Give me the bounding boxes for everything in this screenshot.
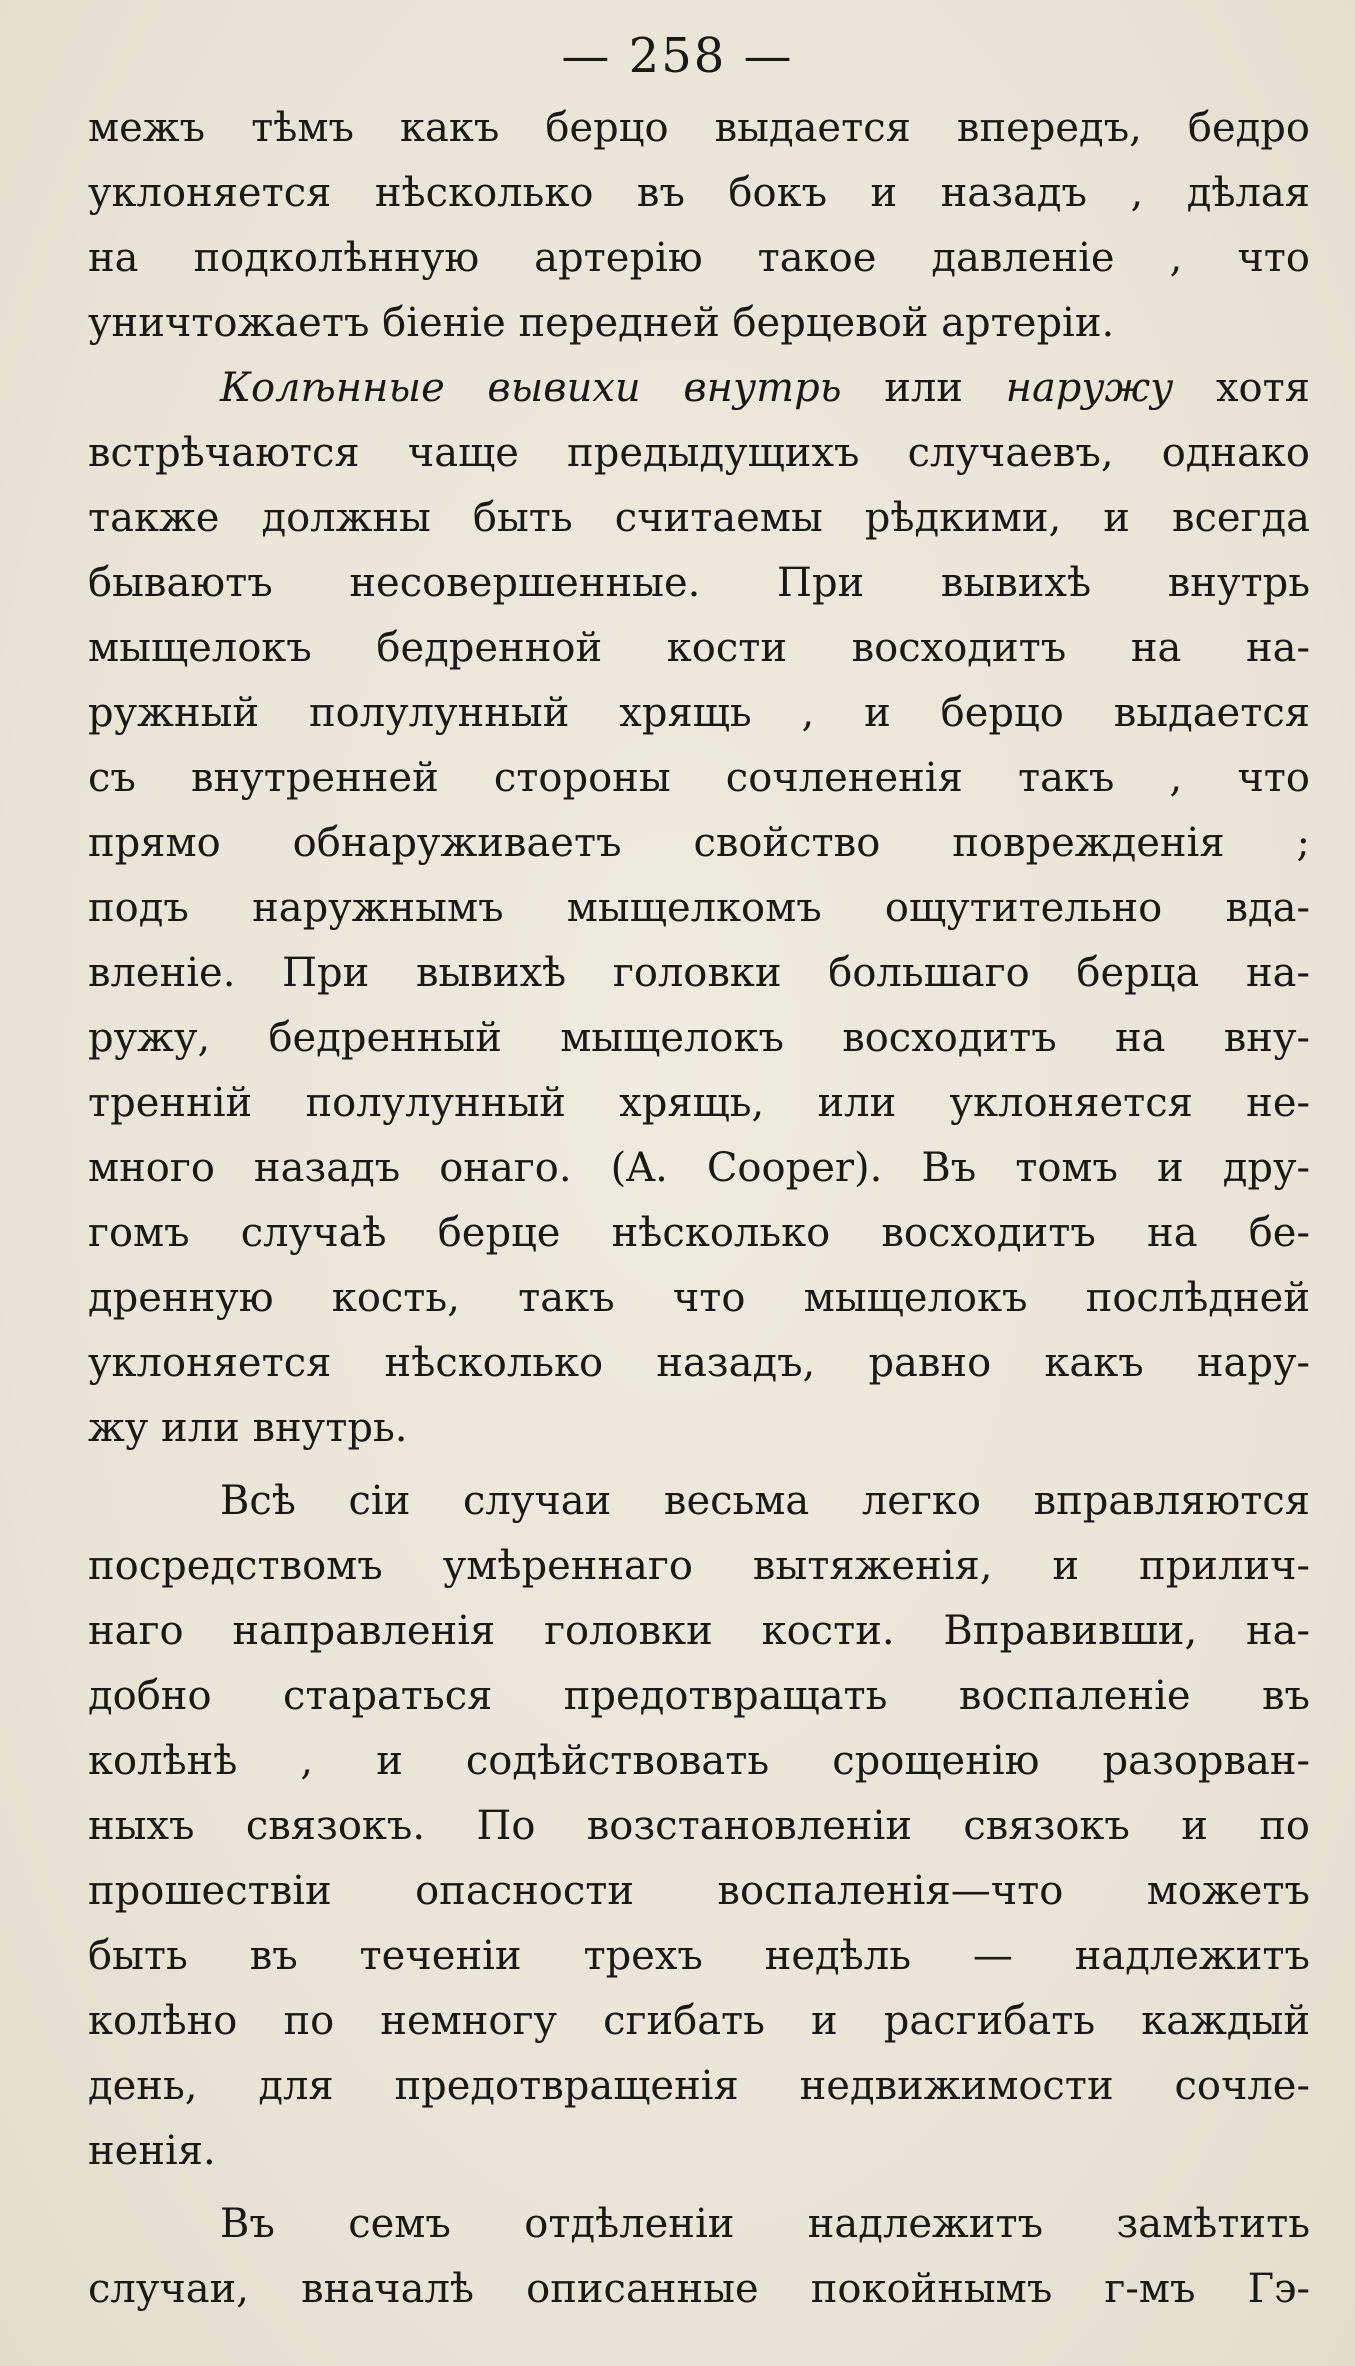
text-line: вленіе. При вывихѣ головки большаго берца на- — [88, 950, 1310, 996]
text-line: посредствомъ умѣреннаго вытяженія, и прилич- — [88, 1543, 1310, 1589]
text-line: встрѣчаются чаще предыдущихъ случаевъ, однако — [88, 430, 1310, 476]
paragraph-2 — [88, 356, 1310, 1461]
text-line: ненія. — [88, 2128, 216, 2174]
text-line: добно стараться предотвращать воспаленіе въ — [88, 1673, 1310, 1719]
text-line: жу или внутрь. — [88, 1405, 408, 1451]
text-line: уничтожаетъ біеніе передней берцевой артеріи. — [88, 300, 1115, 346]
italic-lead: Колѣнные вывихи внутрь — [220, 365, 842, 411]
text-line: мыщелокъ бедренной кости восходитъ на на- — [88, 625, 1310, 671]
text-line: тренній полулунный хрящь, или уклоняется не- — [88, 1080, 1310, 1126]
text-line: Всѣ сіи случаи весьма легко вправляются — [220, 1478, 1310, 1524]
text-line: быть въ теченіи трехъ недѣль — надлежитъ — [88, 1933, 1310, 1979]
text-line: ружный полулунный хрящь , и берцо выдается — [88, 690, 1310, 736]
paragraph-gap — [88, 1461, 1310, 1469]
lead-connector: или — [884, 365, 963, 411]
page-number: — 258 — — [561, 28, 794, 84]
text-line: межъ тѣмъ какъ берцо выдается впередъ, бедро — [88, 105, 1310, 151]
text-line: также должны быть считаемы рѣдкими, и всегда — [88, 495, 1310, 541]
text-line: подъ наружнымъ мыщелкомъ ощутительно вда- — [88, 885, 1310, 931]
text-line: прямо обнаруживаетъ свойство поврежденія ; — [88, 820, 1310, 866]
text-line: Въ семъ отдѣленіи надлежитъ замѣтить — [220, 2201, 1310, 2247]
text-line: уклоняется нѣсколько въ бокъ и назадъ , дѣлая — [88, 170, 1310, 216]
paragraph-3 — [88, 1469, 1310, 2184]
text-line: много назадъ онаго. (A. Cooper). Въ томъ и дру- — [88, 1145, 1310, 1191]
text-line: съ внутренней стороны сочлененія такъ , что — [88, 755, 1310, 801]
text-line: на подколѣнную артерію такое давленіе , что — [88, 235, 1310, 281]
paragraph-4 — [88, 2192, 1310, 2322]
italic-lead-2: наружу — [1005, 365, 1174, 411]
text-line: колѣнѣ , и содѣйствовать срощенію разорван- — [88, 1738, 1310, 1784]
text-line: дренную кость, такъ что мыщелокъ послѣдней — [88, 1275, 1310, 1321]
text-line: ныхъ связокъ. По возстановленіи связокъ и по — [88, 1803, 1310, 1849]
text-line: ружу, бедренный мыщелокъ восходитъ на вну- — [88, 1015, 1310, 1061]
paragraph-gap — [88, 2184, 1310, 2192]
body-text — [88, 96, 1310, 2322]
text-line: уклоняется нѣсколько назадъ, равно какъ нару- — [88, 1340, 1310, 1386]
text-line: наго направленія головки кости. Вправивши, на- — [88, 1608, 1310, 1654]
text-line: прошествіи опасности воспаленія—что можетъ — [88, 1868, 1310, 1914]
text-line: день, для предотвращенія недвижимости сочле- — [88, 2063, 1310, 2109]
text-line: гомъ случаѣ берце нѣсколько восходитъ на бе- — [88, 1210, 1310, 1256]
text-line: случаи, вначалѣ описанные покойнымъ г-мъ Гэ- — [88, 2266, 1310, 2312]
text-line — [88, 356, 1310, 421]
paragraph-1 — [88, 96, 1310, 356]
text-line: колѣно по немногу сгибать и расгибать каждый — [88, 1998, 1310, 2044]
lead-rest: хотя — [1215, 365, 1310, 411]
text-line: бываютъ несовершенные. При вывихѣ внутрь — [88, 560, 1310, 606]
